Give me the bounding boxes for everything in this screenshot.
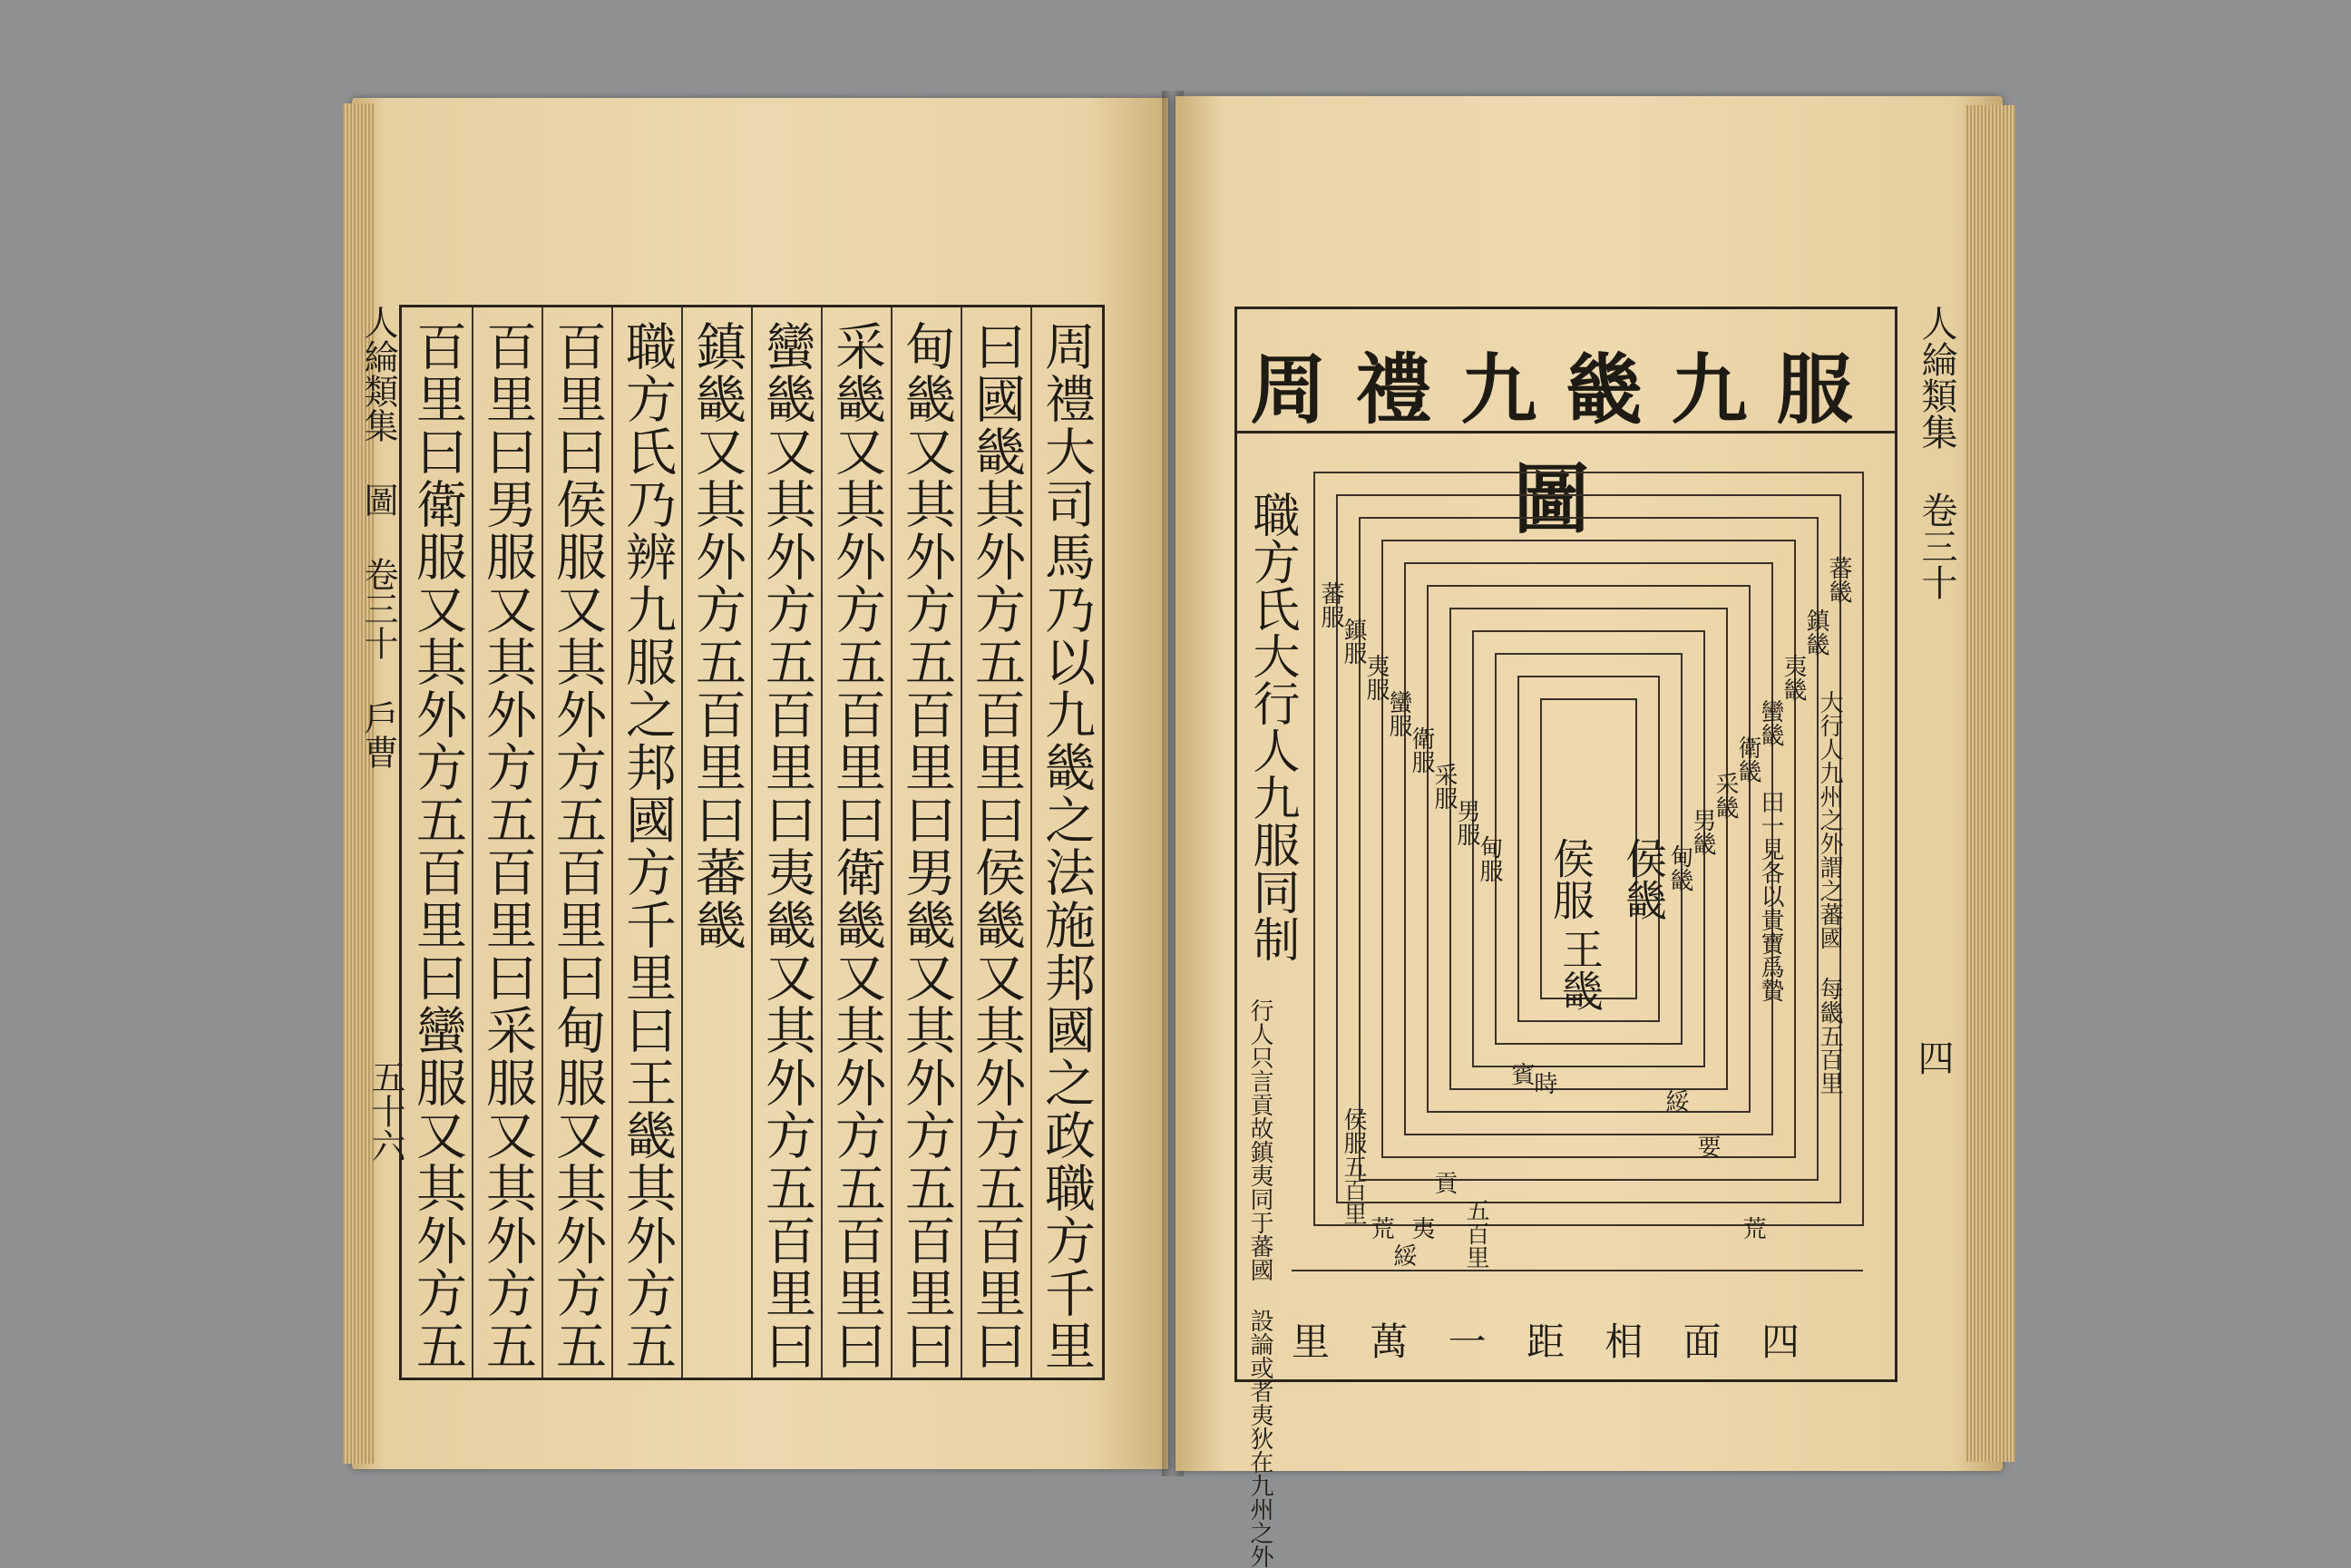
bottom-label-2: 綏	[1662, 1089, 1689, 1113]
footer-char-2: 面	[1683, 1320, 1722, 1364]
ring-label-right-3: 夷畿	[1780, 654, 1807, 701]
ring-label-left-8: 甸服	[1476, 835, 1503, 882]
label-hou-fu: 侯服	[1546, 837, 1595, 920]
open-book	[352, 91, 2003, 1568]
bottom-label-8: 荒	[1367, 1216, 1394, 1240]
text-column-2: 曰國畿其外方五百里曰侯畿又其外方五百里曰	[967, 320, 1026, 1372]
right-side-note: 大行人九州之外謂之蕃國 每畿五百里	[1816, 690, 1843, 1095]
text-column-6: 鎮畿又其外方五百里曰蕃畿	[688, 320, 746, 951]
footer-char-4: 距	[1526, 1320, 1565, 1364]
footer-char-1: 四	[1761, 1320, 1800, 1364]
text-column-10: 百里曰衛服又其外方五百里曰蠻服又其外方五	[408, 320, 467, 1372]
text-column-9: 百里曰男服又其外方五百里曰采服又其外方五	[478, 320, 537, 1372]
ring-label-right-4: 蠻畿	[1757, 699, 1784, 746]
footer-char-6: 萬	[1370, 1320, 1409, 1364]
bottom-label-5: 貢	[1430, 1171, 1458, 1194]
left-margin-title: 人綸類集 圖 卷三十 戶曹	[358, 305, 398, 769]
left-page	[352, 98, 1168, 1469]
bottom-label-6: 荒	[1739, 1216, 1766, 1240]
ring-label-left-5: 衛服	[1408, 726, 1435, 774]
footer-char-5: 一	[1448, 1320, 1487, 1364]
diagram-frame	[1234, 307, 1897, 1568]
label-hou-ji: 侯畿	[1619, 837, 1668, 920]
bottom-label-4: 時	[1530, 1071, 1557, 1095]
footer-char-3: 相	[1605, 1320, 1644, 1364]
ring-label-right-6: 采畿	[1712, 772, 1739, 819]
text-column-5: 蠻畿又其外方五百里曰夷畿又其外方五百里曰	[757, 320, 816, 1372]
left-folio: 五十六	[366, 1059, 405, 1163]
ring-label-left-6: 采服	[1430, 763, 1458, 810]
ring-label-right-1: 蕃畿	[1825, 556, 1852, 603]
bottom-label-3: 賓	[1507, 1062, 1535, 1086]
caption-note: 行人只言貢故鎮夷同于蕃國 設論或者夷狄在九州之外	[1246, 998, 1273, 1568]
left-text-frame	[399, 305, 1105, 1380]
ring-label-left-3: 夷服	[1362, 654, 1390, 701]
bottom-label-9: 夷	[1408, 1216, 1435, 1240]
bottom-label-10: 五百里	[1462, 1198, 1489, 1269]
ring-label-right-2: 鎮畿	[1802, 609, 1829, 656]
ring-label-right-8: 甸畿	[1666, 844, 1693, 891]
ring-label-right-7: 男畿	[1689, 808, 1716, 855]
right-page-edge	[1966, 105, 2015, 1462]
right-margin-title: 人綸類集 卷三十	[1916, 305, 1957, 600]
text-column-4: 采畿又其外方五百里曰衛畿又其外方五百里曰	[827, 320, 886, 1372]
right-folio: 四	[1912, 1039, 1954, 1076]
bottom-label-1: 要	[1693, 1135, 1721, 1158]
label-wang-ji: 王畿	[1556, 928, 1605, 1011]
ring-label-left-1: 蕃服	[1317, 581, 1344, 628]
text-column-3: 甸畿又其外方五百里曰男畿又其外方五百里曰	[897, 320, 956, 1372]
text-column-8: 百里曰侯服又其外方五百里曰甸服又其外方五	[548, 320, 607, 1372]
diagram-title: 周禮九畿九服圖	[1250, 345, 1882, 544]
bottom-label-7: 綏	[1390, 1243, 1417, 1267]
ring-label-right-5: 衛畿	[1734, 735, 1761, 783]
ring-label-left-7: 男服	[1453, 799, 1480, 846]
text-column-1: 周禮大司馬乃以九畿之法施邦國之政職方千里	[1037, 320, 1096, 1372]
bottom-left-note: 侯服五百里	[1340, 1107, 1367, 1225]
right-side-note-2: 田一見各以貴寶爲贄	[1757, 790, 1784, 1002]
text-column-7: 職方氏乃辨九服之邦國方千里曰王畿其外方五	[618, 320, 677, 1372]
footer-char-7: 里	[1292, 1320, 1331, 1364]
diagram-footer	[1292, 1312, 1800, 1367]
right-page	[1176, 96, 2003, 1568]
ring-label-left-4: 蠻服	[1385, 690, 1412, 737]
ring-label-left-2: 鎮服	[1340, 618, 1367, 665]
diagram-caption: 職方氏大行人九服同制	[1244, 491, 1299, 962]
